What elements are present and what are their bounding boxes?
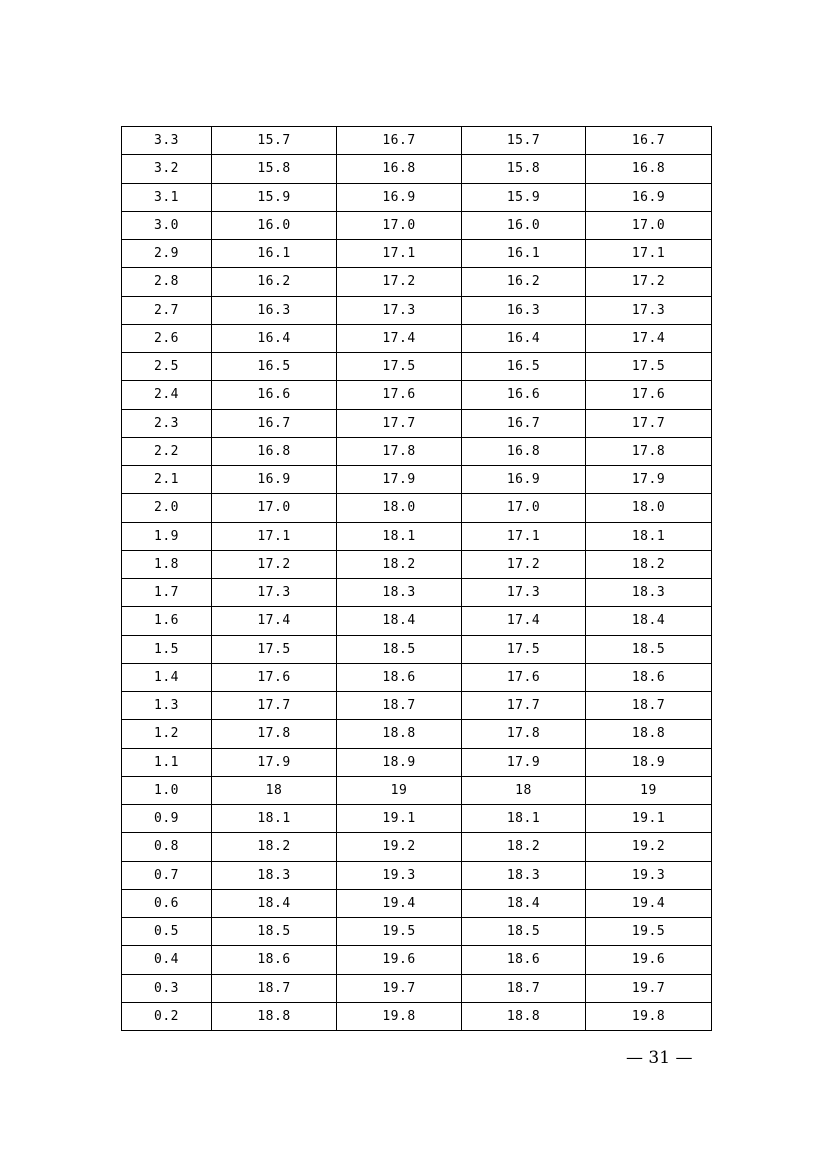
- table-cell: 16.0: [462, 211, 586, 239]
- table-cell: 19.3: [337, 861, 462, 889]
- table-cell: 17.3: [586, 296, 712, 324]
- table-cell: 3.3: [122, 127, 212, 155]
- table-cell: 2.7: [122, 296, 212, 324]
- table-cell: 0.9: [122, 805, 212, 833]
- table-cell: 17.2: [212, 550, 337, 578]
- table-cell: 17.5: [212, 635, 337, 663]
- table-cell: 18.7: [212, 974, 337, 1002]
- table-cell: 19.6: [586, 946, 712, 974]
- table-cell: 18.1: [586, 522, 712, 550]
- table-cell: 16.2: [212, 268, 337, 296]
- table-cell: 19.7: [586, 974, 712, 1002]
- table-cell: 17.9: [462, 748, 586, 776]
- table-cell: 3.2: [122, 155, 212, 183]
- table-body: [122, 127, 712, 1031]
- table-row: [122, 776, 712, 804]
- table-row: [122, 183, 712, 211]
- table-cell: 18: [462, 776, 586, 804]
- table-cell: 19.8: [337, 1002, 462, 1030]
- table-cell: 17.6: [462, 663, 586, 691]
- table-cell: 2.6: [122, 324, 212, 352]
- table-cell: 16.6: [212, 381, 337, 409]
- table-cell: 0.8: [122, 833, 212, 861]
- table-cell: 17.8: [462, 720, 586, 748]
- table-cell: 15.8: [462, 155, 586, 183]
- table-cell: 0.7: [122, 861, 212, 889]
- table-cell: 18.2: [462, 833, 586, 861]
- table-cell: 18.1: [337, 522, 462, 550]
- table-cell: 2.8: [122, 268, 212, 296]
- table-row: [122, 748, 712, 776]
- table-cell: 18.4: [462, 889, 586, 917]
- table-row: [122, 522, 712, 550]
- table-cell: 18.8: [462, 1002, 586, 1030]
- table-cell: 19: [586, 776, 712, 804]
- table-cell: 15.7: [212, 127, 337, 155]
- table-cell: 17.5: [337, 353, 462, 381]
- table-row: [122, 833, 712, 861]
- table-cell: 19.6: [337, 946, 462, 974]
- table-cell: 17.1: [586, 240, 712, 268]
- table-cell: 16.2: [462, 268, 586, 296]
- table-cell: 16.1: [212, 240, 337, 268]
- table-row: [122, 1002, 712, 1030]
- table-cell: 17.0: [462, 494, 586, 522]
- table-row: [122, 494, 712, 522]
- table-cell: 18.3: [212, 861, 337, 889]
- table-cell: 17.1: [212, 522, 337, 550]
- table-cell: 17.8: [212, 720, 337, 748]
- table-cell: 3.1: [122, 183, 212, 211]
- table-row: [122, 353, 712, 381]
- table-cell: 15.7: [462, 127, 586, 155]
- table-cell: 18.0: [586, 494, 712, 522]
- table-cell: 17.0: [337, 211, 462, 239]
- table-row: [122, 918, 712, 946]
- table-cell: 17.4: [462, 607, 586, 635]
- table-cell: 16.3: [212, 296, 337, 324]
- table-row: [122, 268, 712, 296]
- page-number: — 31 —: [626, 1048, 693, 1068]
- table-cell: 17.4: [586, 324, 712, 352]
- table-cell: 17.4: [212, 607, 337, 635]
- table-cell: 2.3: [122, 409, 212, 437]
- table-cell: 19.3: [586, 861, 712, 889]
- table-row: [122, 663, 712, 691]
- table-cell: 1.2: [122, 720, 212, 748]
- table-cell: 17.7: [586, 409, 712, 437]
- table-cell: 18.7: [462, 974, 586, 1002]
- table-cell: 17.3: [462, 579, 586, 607]
- table-cell: 18.6: [212, 946, 337, 974]
- table-cell: 18.2: [212, 833, 337, 861]
- table-cell: 17.0: [212, 494, 337, 522]
- table-cell: 18.6: [462, 946, 586, 974]
- table-cell: 17.0: [586, 211, 712, 239]
- table-cell: 15.9: [212, 183, 337, 211]
- table-cell: 16.8: [462, 437, 586, 465]
- table-row: [122, 296, 712, 324]
- table-row: [122, 240, 712, 268]
- table-cell: 17.4: [337, 324, 462, 352]
- table-row: [122, 889, 712, 917]
- table-cell: 18.0: [337, 494, 462, 522]
- table-row: [122, 974, 712, 1002]
- table-cell: 18.5: [462, 918, 586, 946]
- table-cell: 2.9: [122, 240, 212, 268]
- table-cell: 18.7: [337, 692, 462, 720]
- table-cell: 19.5: [586, 918, 712, 946]
- table-cell: 18.6: [586, 663, 712, 691]
- table-cell: 1.4: [122, 663, 212, 691]
- table-cell: 0.2: [122, 1002, 212, 1030]
- table-cell: 18.8: [586, 720, 712, 748]
- table-cell: 16.4: [212, 324, 337, 352]
- table-cell: 2.5: [122, 353, 212, 381]
- table-cell: 17.6: [212, 663, 337, 691]
- table-row: [122, 155, 712, 183]
- table-row: [122, 211, 712, 239]
- table-cell: 18.4: [337, 607, 462, 635]
- table-cell: 18.3: [586, 579, 712, 607]
- table-cell: 16.9: [586, 183, 712, 211]
- table-cell: 17.9: [212, 748, 337, 776]
- table-row: [122, 720, 712, 748]
- table-cell: 17.7: [337, 409, 462, 437]
- table-cell: 17.2: [586, 268, 712, 296]
- table-cell: 2.2: [122, 437, 212, 465]
- table-cell: 16.9: [337, 183, 462, 211]
- table-cell: 19: [337, 776, 462, 804]
- table-cell: 17.9: [337, 466, 462, 494]
- table-cell: 2.4: [122, 381, 212, 409]
- table-cell: 19.4: [586, 889, 712, 917]
- table-cell: 17.9: [586, 466, 712, 494]
- table-cell: 18.4: [586, 607, 712, 635]
- table-row: [122, 607, 712, 635]
- table-cell: 2.0: [122, 494, 212, 522]
- data-table-container: [121, 126, 711, 1031]
- table-cell: 2.1: [122, 466, 212, 494]
- table-cell: 1.9: [122, 522, 212, 550]
- table-cell: 16.9: [462, 466, 586, 494]
- table-cell: 18.2: [586, 550, 712, 578]
- table-cell: 19.2: [586, 833, 712, 861]
- table-cell: 1.0: [122, 776, 212, 804]
- table-cell: 1.6: [122, 607, 212, 635]
- table-cell: 16.4: [462, 324, 586, 352]
- table-cell: 0.4: [122, 946, 212, 974]
- table-row: [122, 861, 712, 889]
- table-cell: 17.6: [586, 381, 712, 409]
- table-row: [122, 127, 712, 155]
- table-cell: 16.7: [586, 127, 712, 155]
- table-cell: 1.3: [122, 692, 212, 720]
- table-cell: 15.8: [212, 155, 337, 183]
- table-cell: 16.7: [212, 409, 337, 437]
- table-cell: 16.7: [462, 409, 586, 437]
- table-cell: 18.3: [462, 861, 586, 889]
- table-cell: 16.5: [462, 353, 586, 381]
- table-cell: 3.0: [122, 211, 212, 239]
- table-cell: 17.3: [212, 579, 337, 607]
- table-cell: 19.1: [586, 805, 712, 833]
- table-cell: 18.8: [212, 1002, 337, 1030]
- table-row: [122, 381, 712, 409]
- table-cell: 16.9: [212, 466, 337, 494]
- table-row: [122, 550, 712, 578]
- table-row: [122, 579, 712, 607]
- table-cell: 18.6: [337, 663, 462, 691]
- table-cell: 0.3: [122, 974, 212, 1002]
- table-cell: 17.7: [212, 692, 337, 720]
- table-cell: 18.2: [337, 550, 462, 578]
- table-cell: 16.8: [212, 437, 337, 465]
- table-cell: 18.5: [586, 635, 712, 663]
- table-cell: 1.8: [122, 550, 212, 578]
- table-cell: 16.8: [337, 155, 462, 183]
- table-cell: 1.7: [122, 579, 212, 607]
- table-row: [122, 692, 712, 720]
- table-cell: 1.5: [122, 635, 212, 663]
- table-cell: 16.8: [586, 155, 712, 183]
- table-row: [122, 805, 712, 833]
- table-row: [122, 946, 712, 974]
- table-cell: 19.5: [337, 918, 462, 946]
- table-cell: 16.3: [462, 296, 586, 324]
- table-cell: 19.4: [337, 889, 462, 917]
- table-cell: 15.9: [462, 183, 586, 211]
- table-row: [122, 466, 712, 494]
- table-cell: 18.5: [212, 918, 337, 946]
- table-cell: 19.1: [337, 805, 462, 833]
- table-cell: 18.3: [337, 579, 462, 607]
- table-cell: 17.1: [337, 240, 462, 268]
- table-row: [122, 437, 712, 465]
- table-cell: 16.1: [462, 240, 586, 268]
- table-cell: 18.8: [337, 720, 462, 748]
- table-cell: 17.8: [586, 437, 712, 465]
- table-cell: 17.6: [337, 381, 462, 409]
- table-cell: 18.7: [586, 692, 712, 720]
- table-cell: 19.2: [337, 833, 462, 861]
- table-cell: 17.3: [337, 296, 462, 324]
- table-cell: 17.8: [337, 437, 462, 465]
- table-cell: 16.0: [212, 211, 337, 239]
- table-cell: 0.5: [122, 918, 212, 946]
- table-row: [122, 635, 712, 663]
- table-cell: 18.5: [337, 635, 462, 663]
- table-cell: 18: [212, 776, 337, 804]
- table-cell: 16.6: [462, 381, 586, 409]
- table-cell: 17.1: [462, 522, 586, 550]
- table-cell: 17.5: [586, 353, 712, 381]
- table-cell: 17.2: [337, 268, 462, 296]
- table-cell: 17.5: [462, 635, 586, 663]
- table-cell: 18.1: [462, 805, 586, 833]
- data-table: [121, 126, 712, 1031]
- table-cell: 19.7: [337, 974, 462, 1002]
- table-cell: 18.9: [586, 748, 712, 776]
- table-cell: 18.1: [212, 805, 337, 833]
- table-cell: 18.4: [212, 889, 337, 917]
- table-cell: 1.1: [122, 748, 212, 776]
- table-cell: 16.5: [212, 353, 337, 381]
- table-cell: 0.6: [122, 889, 212, 917]
- table-cell: 18.9: [337, 748, 462, 776]
- table-cell: 17.7: [462, 692, 586, 720]
- table-cell: 19.8: [586, 1002, 712, 1030]
- table-cell: 17.2: [462, 550, 586, 578]
- table-row: [122, 324, 712, 352]
- table-row: [122, 409, 712, 437]
- table-cell: 16.7: [337, 127, 462, 155]
